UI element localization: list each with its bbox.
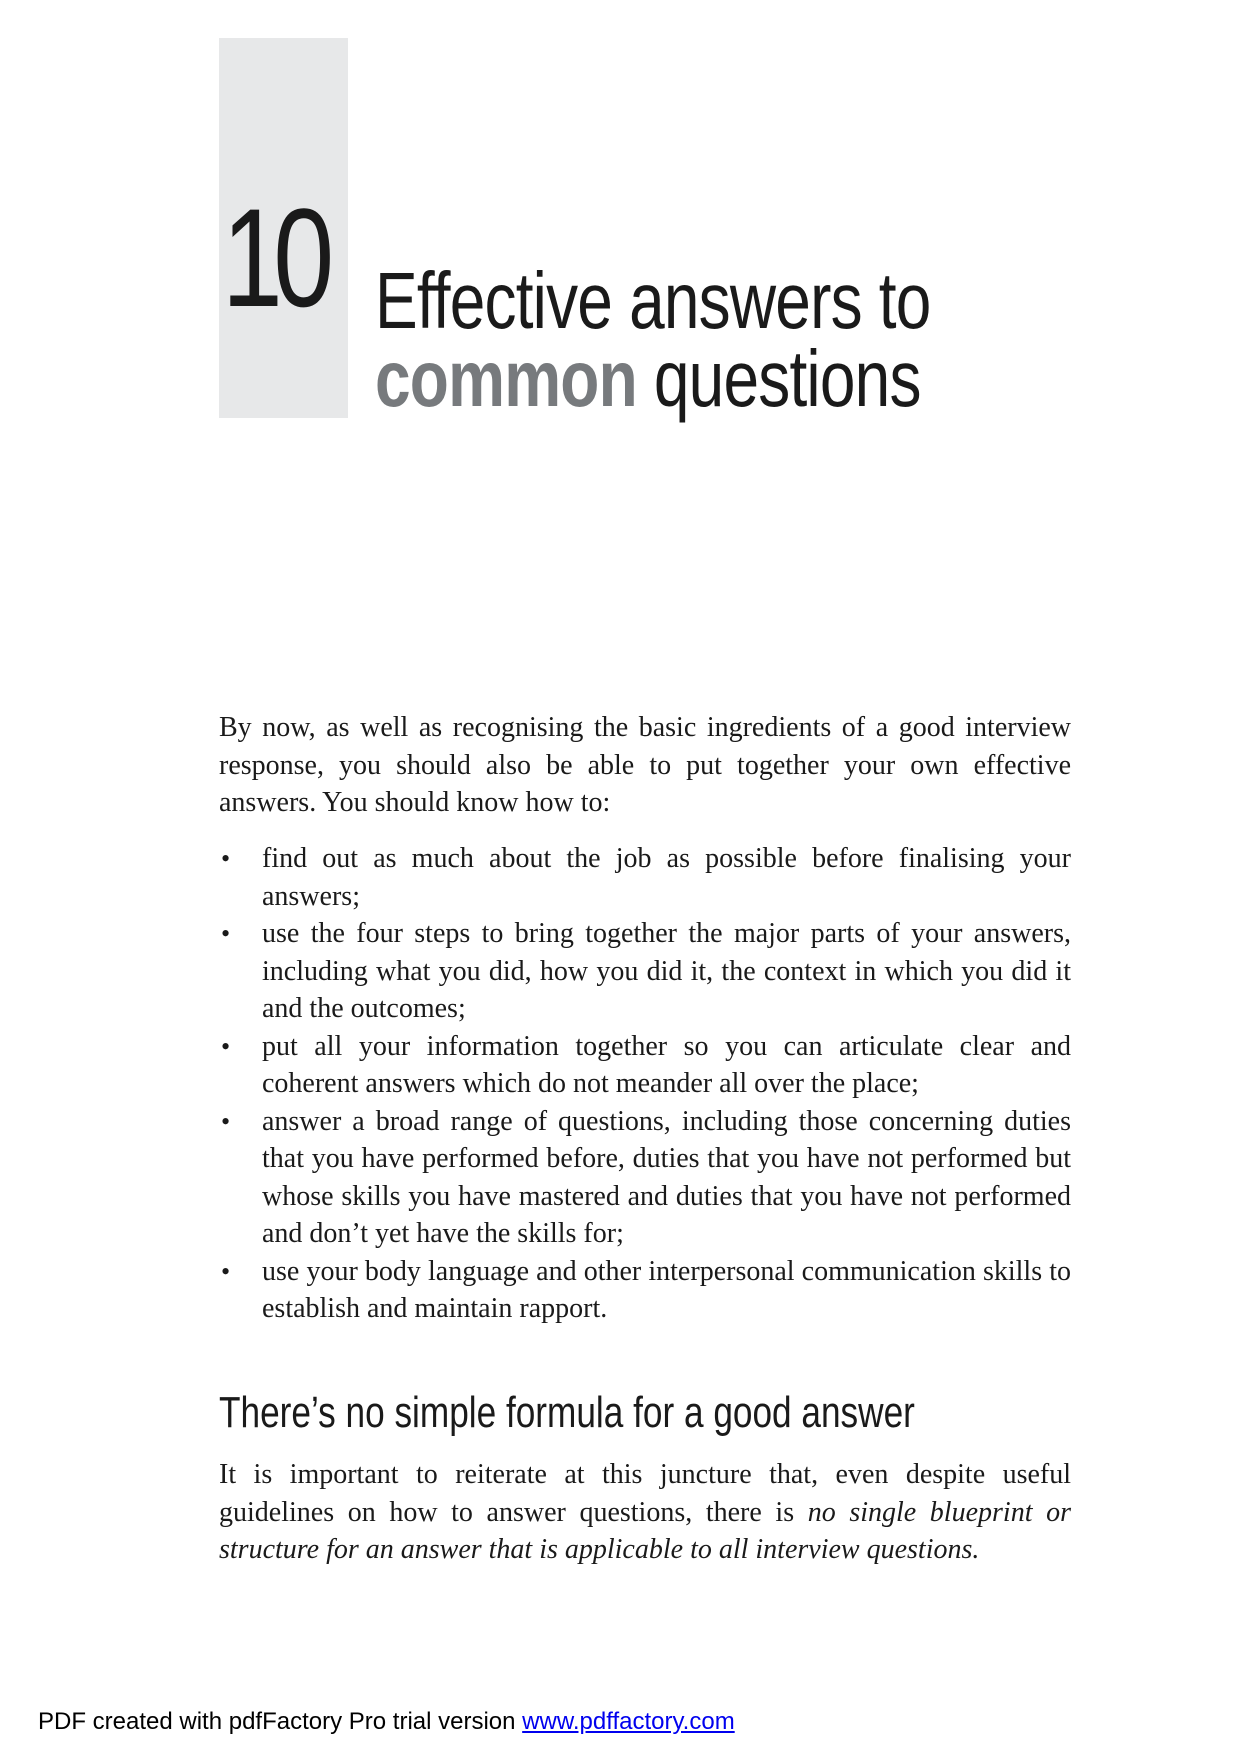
pdf-footer [38, 1708, 735, 1736]
chapter-title-line-2-rest: questions [636, 334, 921, 423]
bullet-text: put all your information together so you can articulate clear and coherent answers which do not meander all over the place; [262, 1030, 1071, 1099]
bullet-icon: • [221, 1106, 231, 1136]
bullet-item [219, 1103, 1071, 1253]
bullet-text: use the four steps to bring together the major parts of your answers, including what you did, how you did it, the context in which you did it and the outcomes; [262, 918, 1071, 1024]
bullet-text: answer a broad range of questions, including those concerning duties that you have performed before, duties that you have not performed but whose skills you have mastered and duties that you have not performed and don’t yet have the skills for; [262, 1105, 1071, 1249]
section-paragraph-italic: no single blueprint or structure for an answer that is applicable to all interview questions. [219, 1496, 1071, 1565]
section-paragraph-text: It is important to reiterate at this juncture that, even despite useful guidelines on how to answer questions, there is [219, 1459, 1071, 1528]
section-heading: There’s no simple formula for a good answer [219, 1388, 915, 1437]
bullet-icon: • [221, 1256, 231, 1286]
bullet-item [219, 915, 1071, 1028]
bullet-text: find out as much about the job as possible before finalising your answers; [262, 843, 1071, 912]
bullet-icon: • [221, 844, 231, 873]
bullet-item [219, 840, 1071, 915]
chapter-title [375, 256, 931, 423]
chapter-title-accent-word: common [375, 334, 637, 423]
section-paragraph [219, 1456, 1071, 1569]
intro-paragraph: By now, as well as recognising the basic ingredients of a good interview response, you should also be able to put together your own effective answers. You should know how to: [219, 712, 1071, 818]
bullet-icon: • [221, 1031, 231, 1061]
bullet-text: use your body language and other interpersonal communication skills to establish and maintain rapport. [262, 1255, 1071, 1324]
bullet-item [219, 1253, 1071, 1328]
bullet-icon: • [221, 919, 231, 948]
footer-text: PDF created with pdfFactory Pro trial version [38, 1708, 523, 1735]
chapter-title-line-1: Effective answers to [375, 256, 931, 345]
chapter-title-line-2 [375, 334, 931, 423]
bullet-item [219, 1028, 1071, 1103]
chapter-number: 10 [222, 179, 325, 336]
skills-bullet-list [219, 840, 1071, 1328]
footer-link[interactable]: www.pdffactory.com [522, 1708, 735, 1735]
